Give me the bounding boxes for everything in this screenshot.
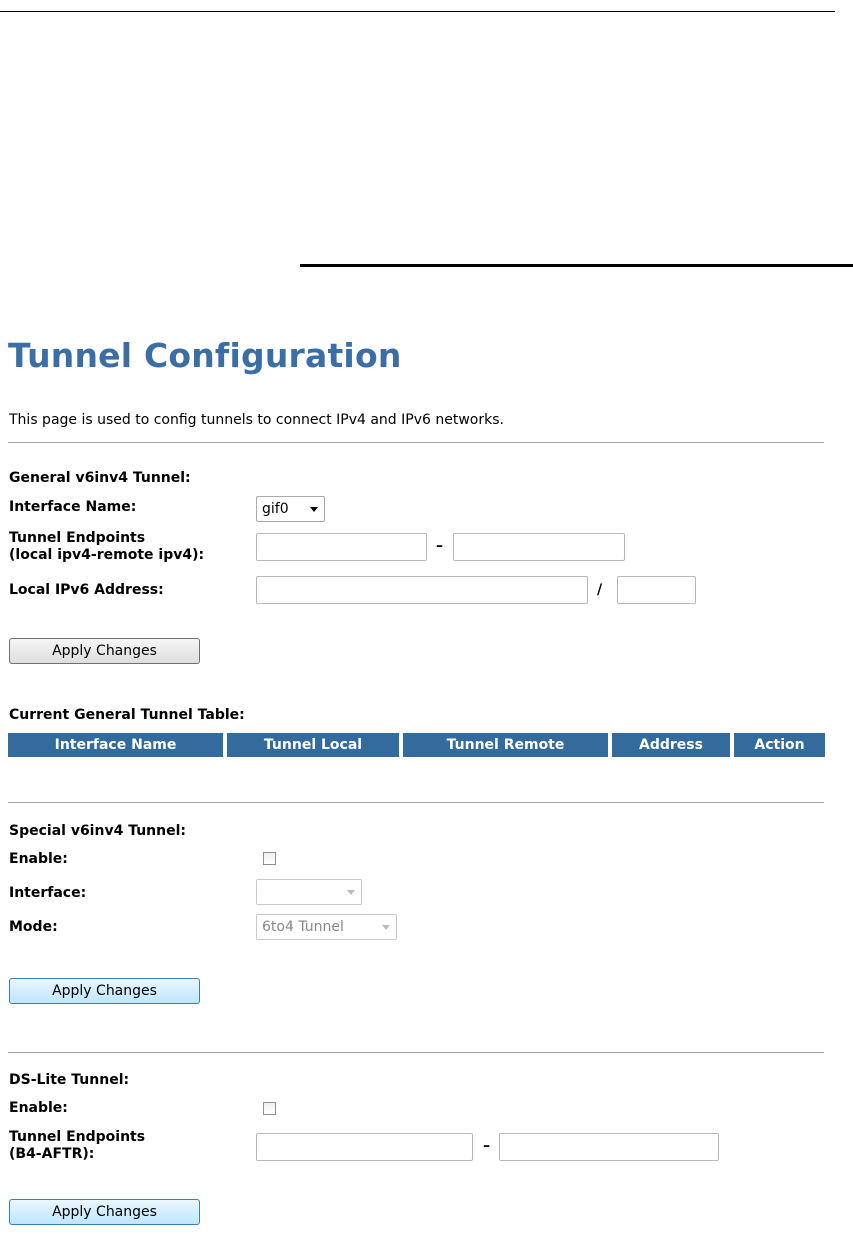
column-header-address: Address bbox=[612, 733, 730, 757]
special-enable-label: Enable: bbox=[9, 851, 68, 867]
dslite-endpoints-label-line1: Tunnel Endpoints bbox=[9, 1129, 146, 1145]
divider bbox=[8, 802, 824, 803]
divider bbox=[8, 442, 824, 443]
header-rule bbox=[300, 264, 853, 267]
column-header-tunnel-remote: Tunnel Remote bbox=[403, 733, 608, 757]
dslite-endpoints-label-line2: (B4-AFTR): bbox=[9, 1146, 95, 1162]
local-ipv6-label: Local IPv6 Address: bbox=[9, 582, 164, 598]
dslite-enable-checkbox[interactable] bbox=[263, 1102, 276, 1115]
local-ipv4-input[interactable] bbox=[256, 533, 427, 561]
apply-changes-button[interactable]: Apply Changes bbox=[9, 638, 200, 664]
tunnel-endpoints-label-line1: Tunnel Endpoints bbox=[9, 530, 146, 546]
endpoint-separator: – bbox=[483, 1138, 490, 1154]
interface-name-value: gif0 bbox=[262, 501, 289, 517]
endpoint-separator: – bbox=[436, 538, 443, 554]
special-interface-select[interactable] bbox=[256, 879, 362, 905]
special-enable-checkbox[interactable] bbox=[263, 852, 276, 865]
tunnel-endpoints-label bbox=[9, 530, 204, 564]
apply-changes-button[interactable]: Apply Changes bbox=[9, 978, 200, 1004]
tunnel-table-heading: Current General Tunnel Table: bbox=[9, 707, 245, 723]
mode-select[interactable] bbox=[256, 914, 397, 940]
chevron-down-icon bbox=[347, 890, 355, 895]
mode-value: 6to4 Tunnel bbox=[262, 919, 344, 935]
tunnel-endpoints-label-line2: (local ipv4-remote ipv4): bbox=[9, 547, 205, 563]
top-rule bbox=[0, 11, 835, 12]
chevron-down-icon bbox=[382, 925, 390, 930]
mode-label: Mode: bbox=[9, 919, 58, 935]
dslite-enable-label: Enable: bbox=[9, 1100, 68, 1116]
page-title: Tunnel Configuration bbox=[8, 336, 402, 375]
general-tunnel-heading: General v6inv4 Tunnel: bbox=[9, 470, 191, 486]
interface-name-select[interactable] bbox=[256, 496, 325, 522]
chevron-down-icon bbox=[310, 507, 318, 512]
divider bbox=[8, 1052, 824, 1053]
prefix-separator: / bbox=[597, 582, 603, 598]
column-header-interface-name: Interface Name bbox=[8, 733, 223, 757]
interface-name-label: Interface Name: bbox=[9, 499, 137, 515]
aftr-address-input[interactable] bbox=[499, 1133, 719, 1161]
prefix-length-input[interactable] bbox=[617, 576, 696, 604]
page-description: This page is used to config tunnels to connect IPv4 and IPv6 networks. bbox=[9, 412, 504, 428]
column-header-action: Action bbox=[734, 733, 825, 757]
remote-ipv4-input[interactable] bbox=[453, 533, 625, 561]
b4-address-input[interactable] bbox=[256, 1133, 473, 1161]
dslite-endpoints-label bbox=[9, 1129, 145, 1163]
apply-changes-button[interactable]: Apply Changes bbox=[9, 1199, 200, 1225]
column-header-tunnel-local: Tunnel Local bbox=[227, 733, 399, 757]
special-tunnel-heading: Special v6inv4 Tunnel: bbox=[9, 823, 186, 839]
special-interface-label: Interface: bbox=[9, 885, 87, 901]
dslite-heading: DS-Lite Tunnel: bbox=[9, 1072, 130, 1088]
tunnel-table-header bbox=[8, 733, 825, 757]
local-ipv6-input[interactable] bbox=[256, 576, 588, 604]
